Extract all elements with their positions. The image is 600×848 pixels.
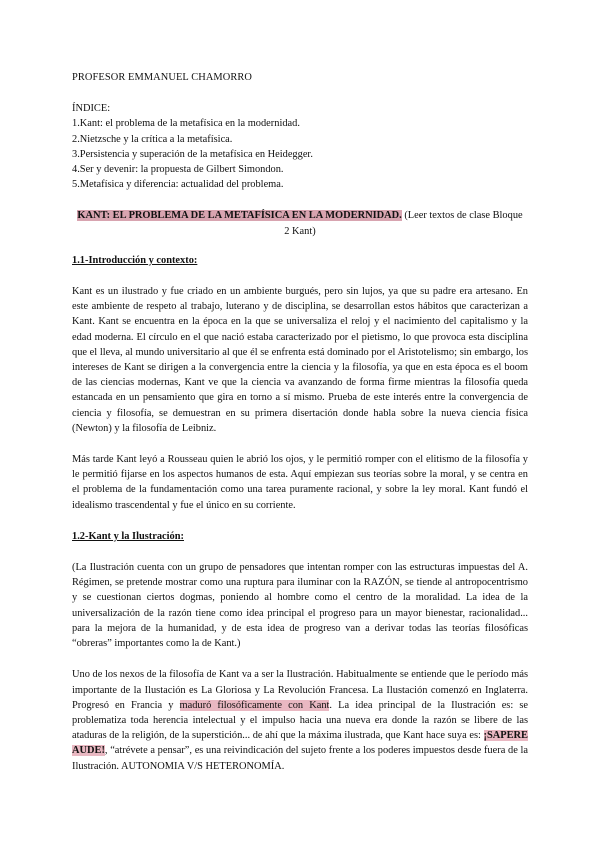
index-item: 4.Ser y devenir: la propuesta de Gilbert Simondon.	[72, 164, 284, 176]
section-title-note: (Leer textos de clase Bloque 2 Kant)	[284, 210, 523, 237]
index-item: 2.Nietzsche y la crítica a la metafísica.	[72, 133, 233, 145]
paragraph: Más tarde Kant leyó a Rousseau quien le abrió los ojos, y le permitió romper con el elitismo de la filosofía y le permitió fijarse en los aspectos humanos de esta. Aquí empiezan sus teorías sobre la moral, y se centra en el problema de la fundamentación como una tarea puramente racional, y sobre la ley moral. Kant fundó el idealismo trascendental y fue el único en su corriente.	[72, 454, 528, 511]
text-run: , “atrévete a pensar”, es una reivindicación del sujeto frente a los poderes impuestos desde fuera de la Ilustración. AUTONOMIA V/S HETERONOMÍA.	[72, 745, 528, 772]
author-line: PROFESOR EMMANUEL CHAMORRO	[72, 72, 253, 83]
highlighted-text: ¡SAPERE AUDE!	[72, 730, 528, 757]
text-run: . La idea principal de la Ilustración es: se problematiza toda herencia intelectual y el impulso hacia una nueva era donde la razón se libere de las ataduras de la religión, de la superstición... de ahí que la máxima ilustrada, que Kant hace suya es:	[72, 699, 528, 742]
index-title: ÍNDICE:	[72, 103, 111, 115]
highlighted-text: maduró filosóficamente con Kant	[179, 699, 330, 711]
subsection-title-2: 1.2-Kant y la Ilustración:	[72, 530, 184, 542]
paragraph: (La Ilustración cuenta con un grupo de pensadores que intentan romper con las estructuras impuestas del A. Régimen, se pretende mostrar como una ruptura para iluminar con la RAZÓN, se tiende al antropocentrismo y se cuestionan ciertos dogmas, poniendo al hombre como el centro de la moralidad. La idea de la universalización de la razón tiene como idea principal el progreso para un mayor bienestar, racionalidad... para la mejora de la humanidad, y de esta idea de progreso van a derivar todas las teorías filosóficas “obreras” importantes como la de Kant.)	[72, 562, 528, 650]
subsection-title-1: 1.1-Introducción y contexto:	[72, 254, 198, 266]
index-item: 1.Kant: el problema de la metafísica en la modernidad.	[72, 118, 300, 130]
index-item: 5.Metafísica y diferencia: actualidad del problema.	[72, 179, 284, 191]
paragraph: Kant es un ilustrado y fue criado en un ambiente burgués, pero sin lujos, ya que su padre era artesano. En este ambiente de respeto al trabajo, luterano y de disciplina, se desarrollan estos hábitos que caracterizan a Kant. Kant se encuentra en la época en la que se universaliza el reloj y el nacimiento del capitalismo y la edad moderna. El círculo en el que nació estaba caracterizado por el pietismo, lo que provoca esta disciplina que el lleva, al mundo universitario al que él se enfrenta está dominado por el Aristotelismo; sin embargo, los intereses de Kant se dirigen a la convergencia entre la ciencia y la filosofía, ya que en esta época es el boom de las ciencias modernas, Kant ve que la ciencia va avanzando de forma firme mientras la filosofía queda estancada en un pensamiento que gira en torno a sí mismo. Prueba de este interés entre la convergencia de ciencia y filosofía, se demuestran en su primera disertación donde habla sobre la nueva ciencia física (Newton) y la filosofía de Leibniz.	[72, 286, 528, 434]
index-list	[72, 116, 528, 192]
section-title	[72, 208, 528, 238]
index-item: 3.Persistencia y superación de la metafísica en Heidegger.	[72, 148, 313, 160]
section-title-main: KANT: EL PROBLEMA DE LA METAFÍSICA EN LA MODERNIDAD.	[77, 210, 402, 222]
text-run: Uno de los nexos de la filosofía de Kant va a ser la Ilustración. Habitualmente se entiende que le período más importante de la Ilustación es La Gloriosa y La Revolución Francesa. La Ilustación comenzó en Inglaterra. Progresó en Francia y	[72, 669, 528, 711]
document-page	[72, 70, 528, 790]
paragraph	[72, 667, 528, 773]
